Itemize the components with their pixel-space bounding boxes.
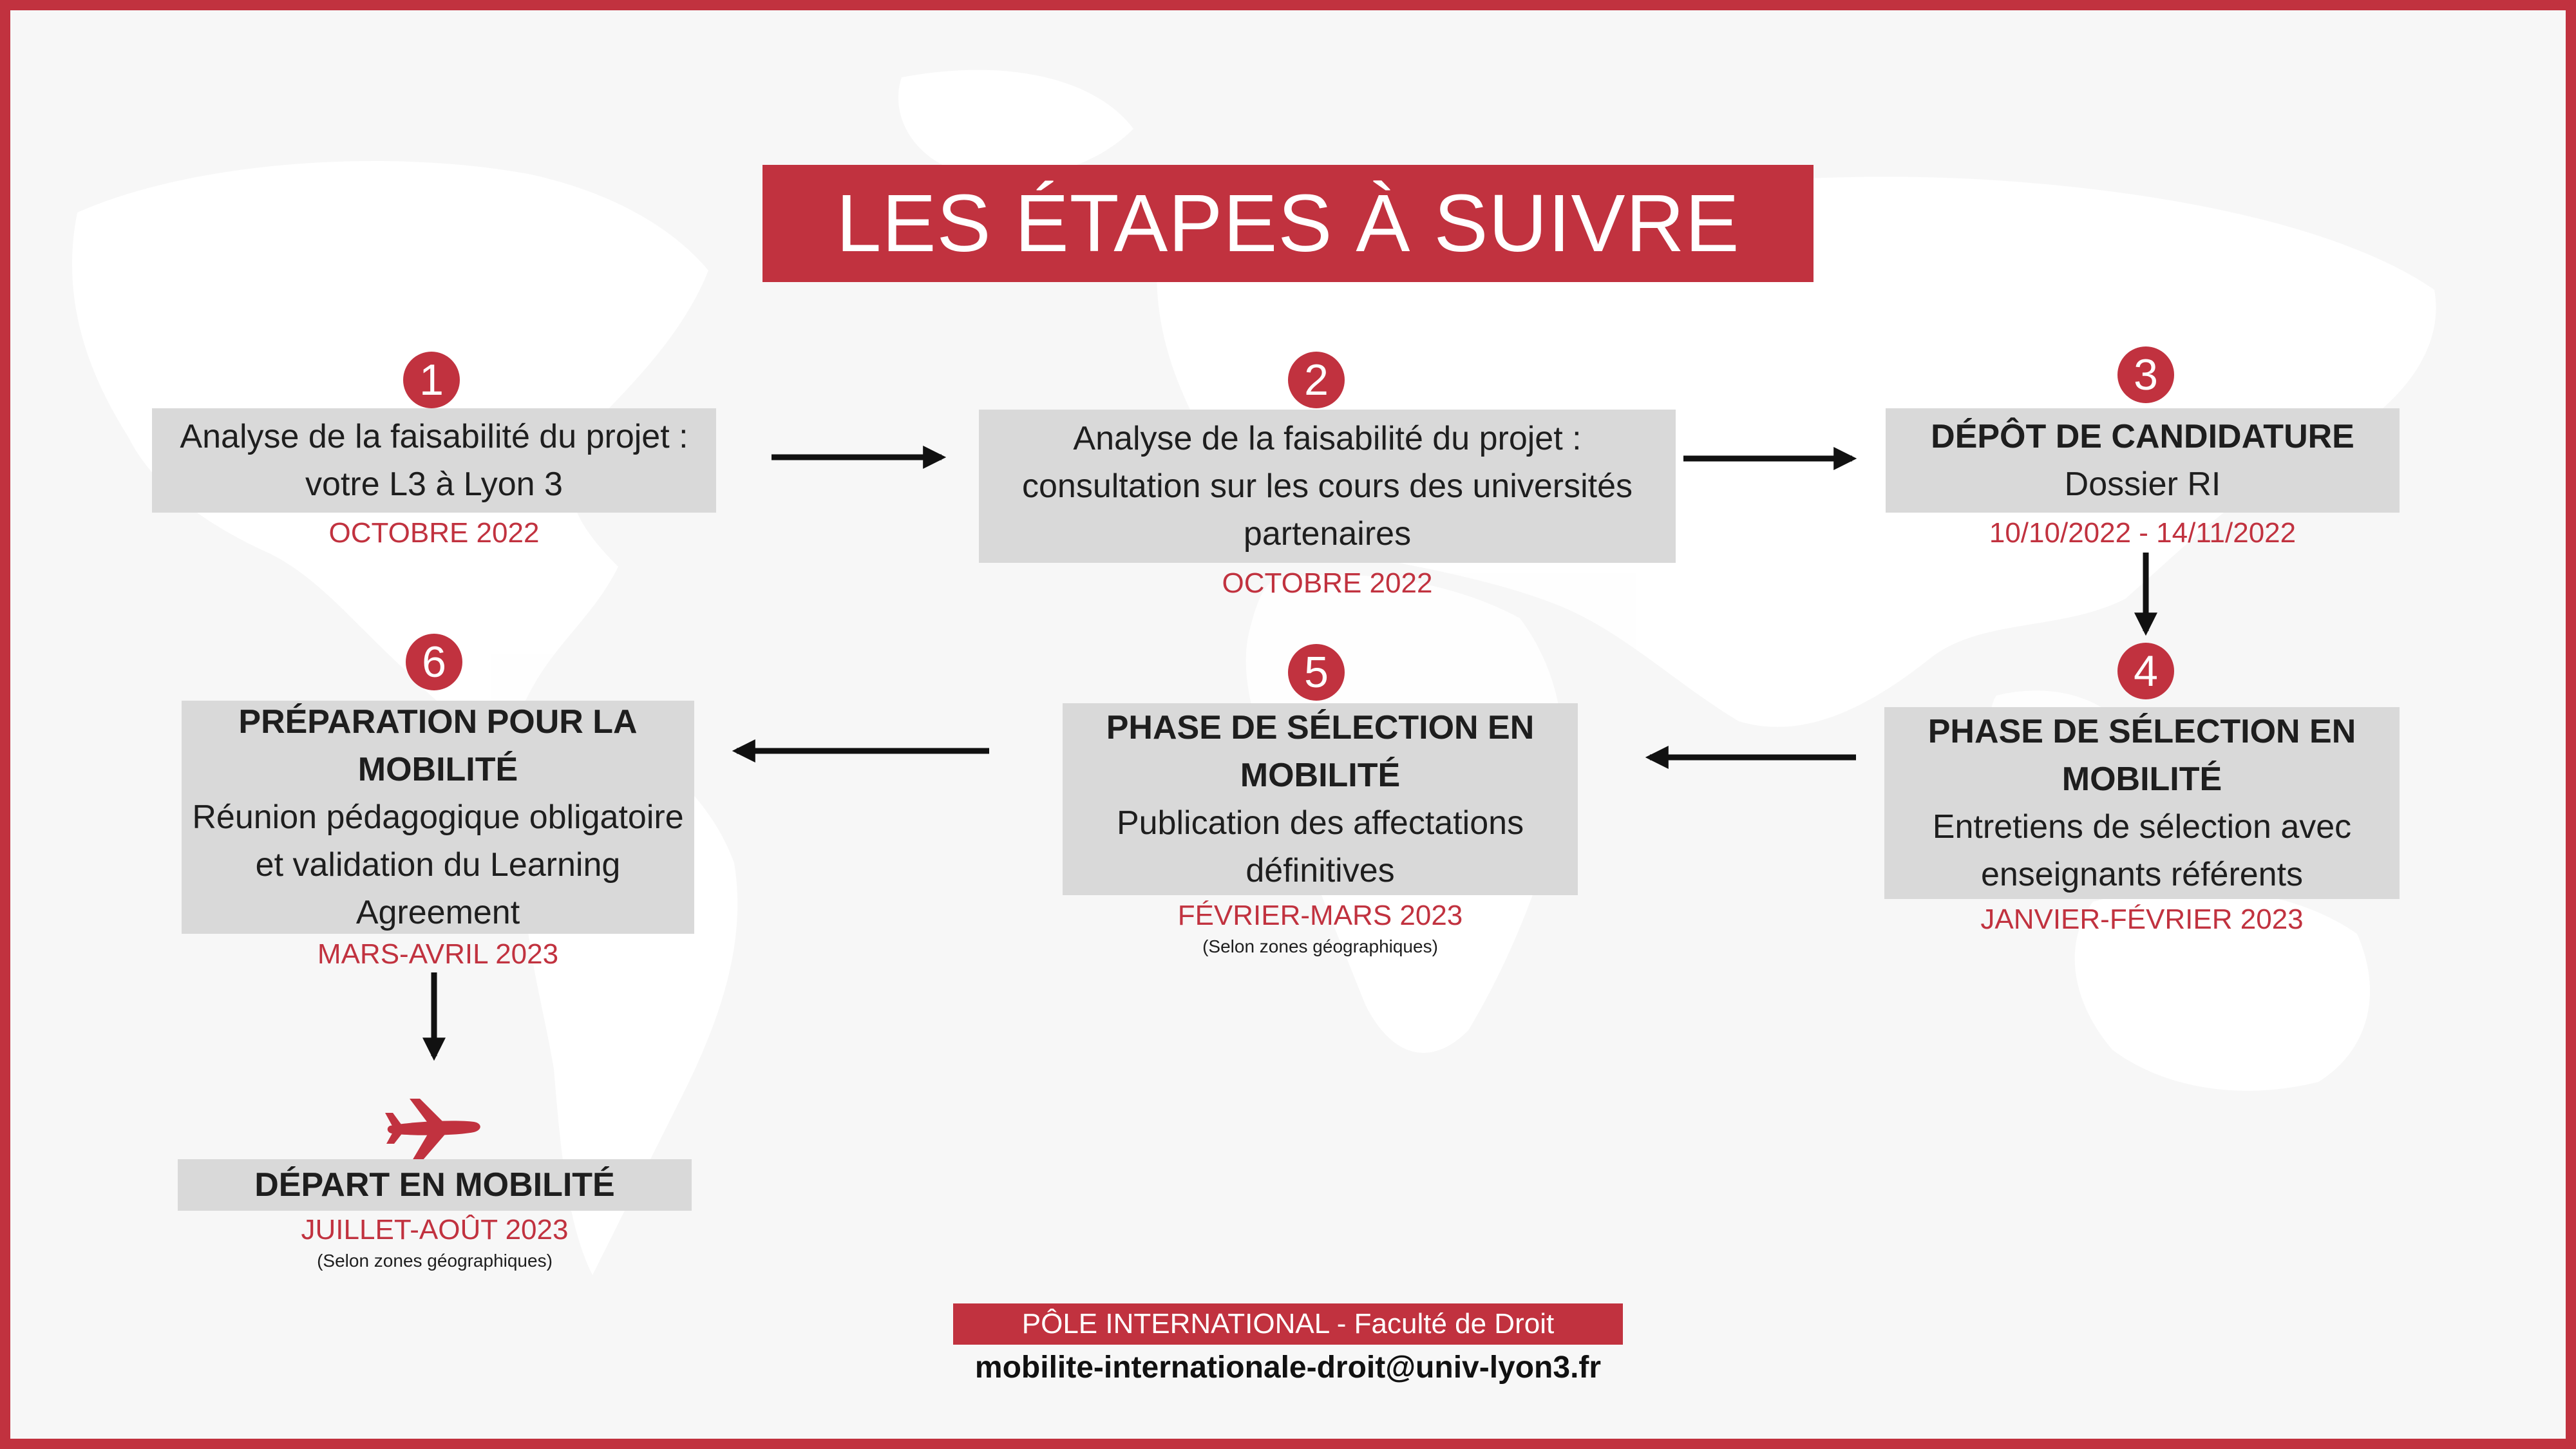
step-5-text: Publication des affectations définitives <box>1116 804 1524 889</box>
page-title: LES ÉTAPES À SUIVRE <box>762 165 1814 282</box>
step-3-text: Dossier RI <box>2064 466 2221 503</box>
step-6-box <box>182 701 694 934</box>
step-6-heading: PRÉPARATION POUR LA MOBILITÉ <box>238 703 638 788</box>
step-5-date: FÉVRIER-MARS 2023 <box>1177 900 1463 931</box>
departure-note: (Selon zones géographiques) <box>317 1251 553 1271</box>
step-2-box <box>979 410 1676 563</box>
step-3-date: 10/10/2022 - 14/11/2022 <box>1989 517 2297 549</box>
step-6-number: 6 <box>406 634 462 690</box>
step-4-text: Entretiens de sélection avec enseignants référents <box>1932 808 2352 893</box>
step-5-note: (Selon zones géographiques) <box>1202 936 1438 956</box>
step-4-box <box>1884 707 2400 899</box>
step-6-text: Réunion pédagogique obligatoire et validation du Learning Agreement <box>192 799 684 931</box>
step-5-heading: PHASE DE SÉLECTION EN MOBILITÉ <box>1106 709 1535 794</box>
step-6-date: MARS-AVRIL 2023 <box>317 938 559 970</box>
step-3-heading: DÉPÔT DE CANDIDATURE <box>1931 418 2354 455</box>
step-1-number: 1 <box>403 352 460 408</box>
departure-box <box>178 1159 692 1211</box>
step-5-number: 5 <box>1288 644 1345 701</box>
step-2-number: 2 <box>1288 352 1345 408</box>
departure-label: DÉPART EN MOBILITÉ <box>254 1166 615 1204</box>
step-1-box <box>152 408 716 513</box>
step-2-date: OCTOBRE 2022 <box>1222 567 1433 599</box>
step-4-date: JANVIER-FÉVRIER 2023 <box>1980 904 2304 935</box>
airplane-icon <box>384 1096 484 1163</box>
departure-date: JUILLET-AOÛT 2023 <box>301 1214 569 1245</box>
step-2-text: Analyse de la faisabilité du projet : consultation sur les cours des universités partenaires <box>1021 420 1633 553</box>
footer-badge: PÔLE INTERNATIONAL - Faculté de Droit <box>953 1303 1623 1345</box>
step-4-heading: PHASE DE SÉLECTION EN MOBILITÉ <box>1927 713 2356 798</box>
step-4-number: 4 <box>2117 643 2174 699</box>
step-1-text: Analyse de la faisabilité du projet : votre L3 à Lyon 3 <box>180 418 688 503</box>
footer-email-link[interactable]: mobilite-internationale-droit@univ-lyon3.fr <box>974 1350 1602 1385</box>
step-3-number: 3 <box>2117 346 2174 403</box>
step-3-box <box>1886 408 2400 513</box>
step-1-date: OCTOBRE 2022 <box>328 517 540 549</box>
step-5-box <box>1063 703 1578 895</box>
